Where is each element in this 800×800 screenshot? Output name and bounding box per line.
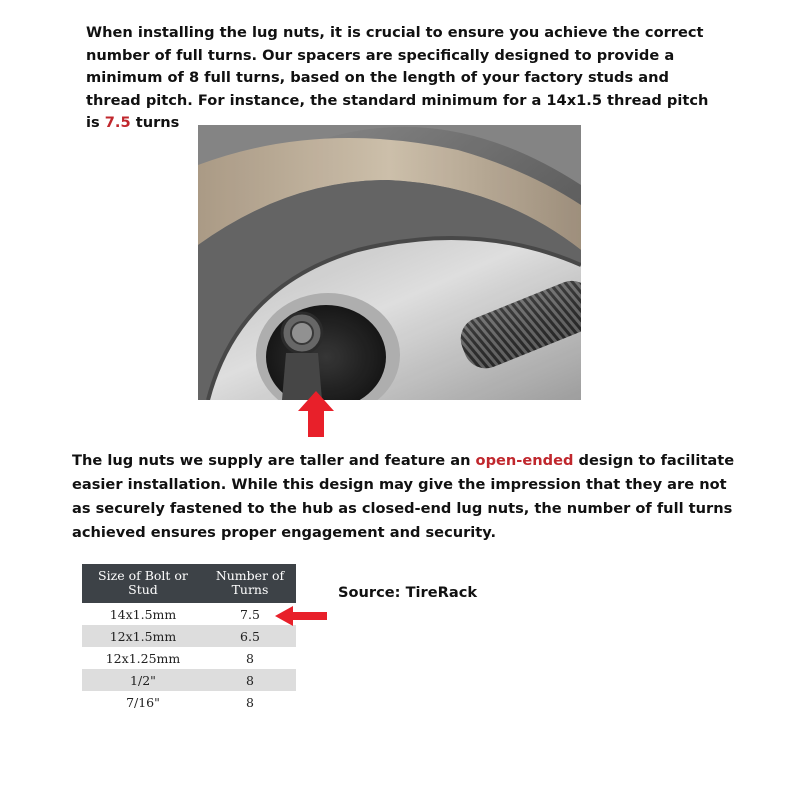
intro-highlight-turns: 7.5 [104, 114, 131, 131]
intro-paragraph [86, 22, 726, 135]
lug-nut-paragraph [72, 449, 742, 545]
cell-size: 1/2" [82, 669, 204, 691]
intro-text-before: When installing the lug nuts, it is crucial to ensure you achieve the correct number of full turns. Our spacers are specifically designed to provide a minimum of 8 full turns, based on the length of your factory studs and thread pitch. For instance, the standard minimum for a 14x1.5 thread pitch is [86, 24, 709, 131]
lug-nut-spacer-photo [198, 125, 581, 400]
thread-turns-table [82, 564, 296, 713]
cell-size: 12x1.5mm [82, 625, 204, 647]
lug-nut-text-before: The lug nuts we supply are taller and feature an [72, 452, 476, 469]
table-row [82, 669, 296, 691]
source-label: Source: TireRack [338, 584, 478, 601]
cell-size: 7/16" [126, 694, 160, 710]
cell-turns: 7.5 [240, 606, 260, 622]
arrow-left-icon [273, 604, 329, 628]
cell-size: 14x1.5mm [109, 606, 177, 622]
lug-nut-text-after: design to facilitate easier installation. While this design may give the impression that they are not as securely fastened to the hub as closed-end lug nuts, the number of full turns achieved ensures proper engagement and security. [72, 452, 735, 541]
lug-nut-highlight-open-ended: open-ended [475, 452, 574, 469]
table-row [82, 691, 296, 713]
arrow-up-icon [296, 389, 336, 439]
header-size: Size of Bolt or Stud [82, 564, 204, 603]
table-row [82, 603, 296, 625]
cell-turns: 8 [246, 650, 254, 666]
table-header-row [82, 564, 296, 603]
cell-turns: 6.5 [204, 625, 296, 647]
cell-turns: 8 [246, 694, 254, 710]
header-turns: Number of Turns [204, 564, 296, 603]
intro-text-after: turns [130, 114, 180, 131]
cell-turns: 8 [204, 669, 296, 691]
cell-size: 12x1.25mm [105, 650, 181, 666]
table-row [82, 625, 296, 647]
table-row [82, 647, 296, 669]
